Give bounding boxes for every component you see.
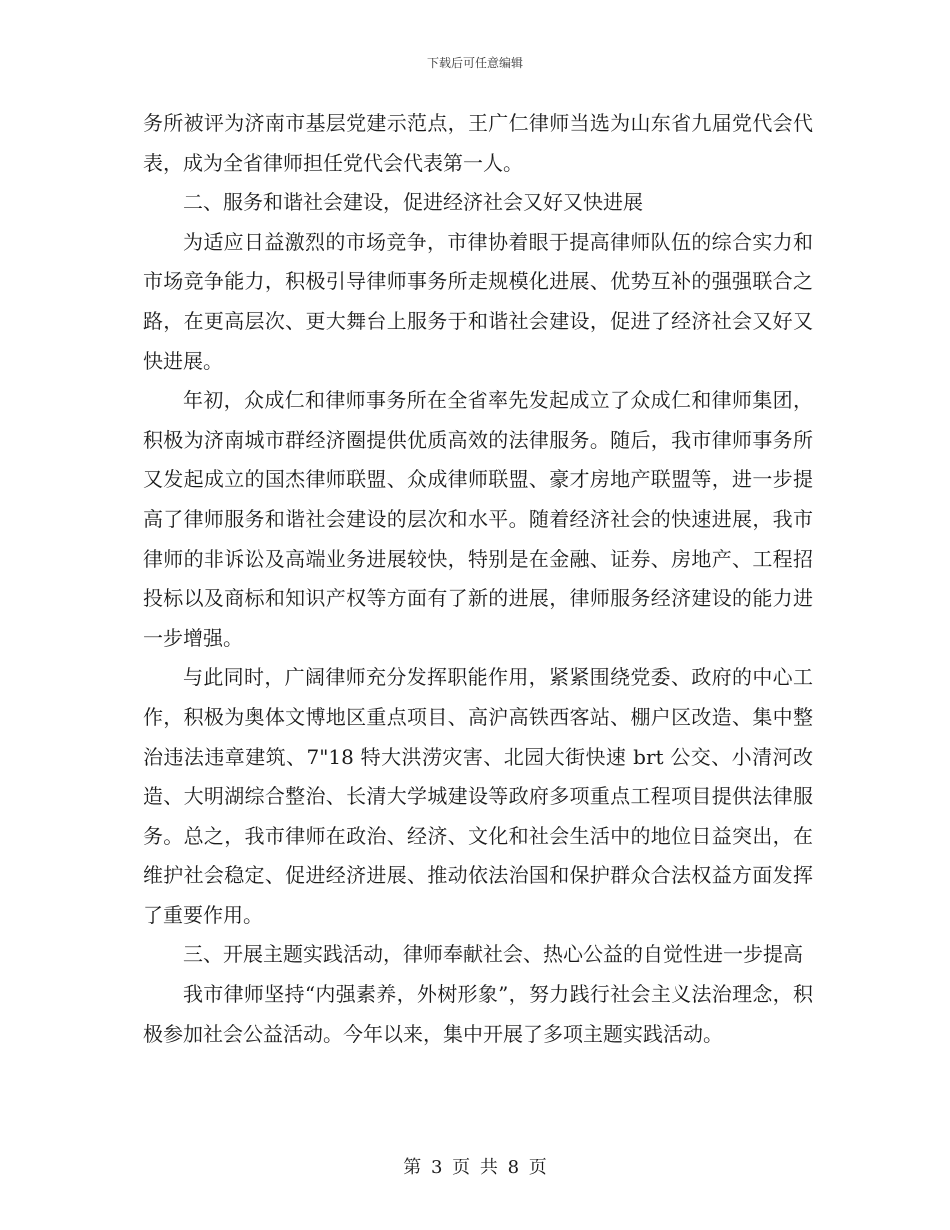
page-header: 下载后可任意编辑 xyxy=(426,56,523,70)
page-footer: 第 3 页 共 8 页 xyxy=(403,1157,547,1178)
paragraph-5: 与此同时，广阔律师充分发挥职能作用，紧紧围绕党委、政府的中心工作，积极为奥体文博地区重点项目、高沪高铁西客站、棚户区改造、集中整治违法违章建筑、7"18 特大洪涝灾害、北园大街快速 brt 公交、小清河改造、大明湖综合整治、长清大学城建设等政府多项重点工程项目提供法律服务。总之，我市律师在政治、经济、文化和社会生活中的地位日益突出，在维护社会稳定、促进经济进展、推动依法治国和保护群众合法权益方面发挥了重要作用。 xyxy=(143,665,813,927)
paragraph-7: 我市律师坚持“内强素养，外树形象”，努力践行社会主义法治理念，积极参加社会公益活动。今年以来，集中开展了多项主题实践活动。 xyxy=(143,982,813,1046)
paragraph-4: 年初，众成仁和律师事务所在全省率先发起成立了众成仁和律师集团，积极为济南城市群经济圈提供优质高效的法律服务。随后，我市律师事务所又发起成立的国杰律师联盟、众成律师联盟、豪才房地产联盟等，进一步提高了律师服务和谐社会建设的层次和水平。随着经济社会的快速进展，我市律师的非诉讼及高端业务进展较快，特别是在金融、证券、房地产、工程招投标以及商标和知识产权等方面有了新的进展，律师服务经济建设的能力进一步增强。 xyxy=(143,388,813,650)
section-heading-3: 三、开展主题实践活动，律师奉献社会、热心公益的自觉性进一步提高 xyxy=(183,942,803,967)
section-heading-2: 二、服务和谐社会建设，促进经济社会又好又快进展 xyxy=(183,190,643,215)
paragraph-1: 务所被评为济南市基层党建示范点，王广仁律师当选为山东省九届党代会代表，成为全省律师担任党代会代表第一人。 xyxy=(143,111,813,175)
paragraph-3: 为适应日益激烈的市场竞争，市律协着眼于提高律师队伍的综合实力和市场竞争能力，积极引导律师事务所走规模化进展、优势互补的强强联合之路，在更高层次、更大舞台上服务于和谐社会建设，促进了经济社会又好又快进展。 xyxy=(143,229,813,373)
document-body xyxy=(143,104,813,1054)
